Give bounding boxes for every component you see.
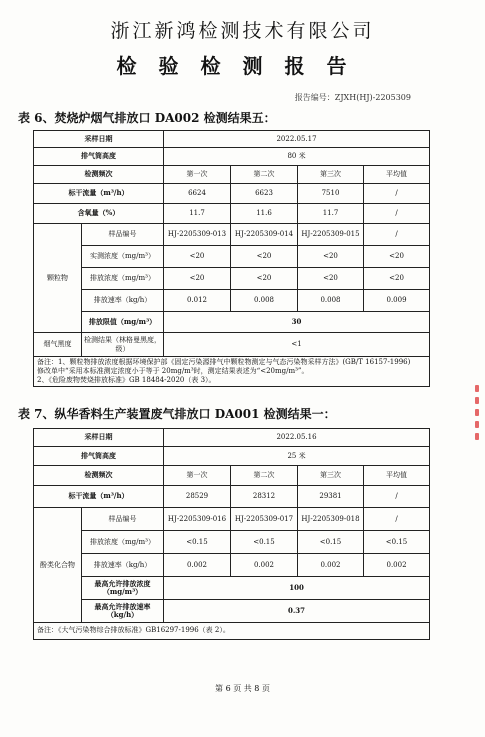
label-cell: 采样日期	[34, 429, 164, 447]
pollutant-cell: 颗粒物	[34, 224, 82, 333]
header-cell: 第二次	[231, 166, 298, 184]
label-cell: 排放限值（mg/m³）	[82, 312, 164, 333]
value-cell: 0.008	[298, 290, 364, 312]
value-cell: 0.012	[164, 290, 231, 312]
value-cell: <20	[231, 268, 298, 290]
table-row	[34, 357, 430, 387]
table-row	[34, 554, 430, 577]
header-cell: 第一次	[164, 466, 231, 486]
value-cell: /	[364, 184, 430, 204]
table-row	[34, 148, 430, 166]
note-line: 修改单中“采用本标准测定浓度小于等于 20mg/m³时，测定结果表述为“<20mg/m³”。	[37, 366, 309, 375]
value-cell: 0.002	[164, 554, 231, 577]
table6-title: 表 6、焚烧炉烟气排放口 DA002 检测结果五：	[18, 111, 276, 125]
value-cell: <20	[164, 268, 231, 290]
value-cell: 11.6	[231, 204, 298, 224]
label-cell: 排放速率（kg/h）	[82, 290, 164, 312]
value-cell: HJ-2205309-018	[298, 508, 364, 531]
value-cell: <20	[298, 246, 364, 268]
table-row	[34, 508, 430, 531]
report-title: 检验检测报告	[116, 54, 369, 78]
value-cell: <20	[364, 246, 430, 268]
value-cell: HJ-2205309-013	[164, 224, 231, 246]
label-cell: 样品编号	[82, 224, 164, 246]
value-cell: HJ-2205309-017	[231, 508, 298, 531]
value-cell: <20	[231, 246, 298, 268]
table-row	[34, 447, 430, 466]
value-cell: HJ-2205309-015	[298, 224, 364, 246]
label-cell: 排放速率（kg/h）	[82, 554, 164, 577]
label-cell: 实测浓度（mg/m³）	[82, 246, 164, 268]
label-cell: 标干流量（m³/h）	[34, 184, 164, 204]
header-cell: 第一次	[164, 166, 231, 184]
label-cell: 排放浓度（mg/m³）	[82, 268, 164, 290]
value-cell: <0.15	[231, 531, 298, 554]
table-row	[34, 623, 430, 640]
table-row	[34, 600, 430, 623]
note-cell	[34, 357, 430, 387]
value-cell: HJ-2205309-016	[164, 508, 231, 531]
value-cell: 100	[164, 577, 430, 600]
table7	[33, 428, 430, 640]
report-number: 报告编号：ZJXH(HJ)-2205309	[294, 93, 411, 102]
table-row	[34, 312, 430, 333]
value-cell: <0.15	[364, 531, 430, 554]
pollutant-cell: 烟气黑度	[34, 333, 82, 357]
table-row	[34, 486, 430, 508]
value-cell: 0.37	[164, 600, 430, 623]
value-cell: 0.002	[231, 554, 298, 577]
table-row	[34, 429, 430, 447]
header-cell: 平均值	[364, 166, 430, 184]
value-cell: /	[364, 204, 430, 224]
value-cell: 11.7	[298, 204, 364, 224]
value-cell: 30	[164, 312, 430, 333]
label-cell: 标干流量（m³/h）	[34, 486, 164, 508]
value-cell: 0.002	[364, 554, 430, 577]
header-cell: 第二次	[231, 466, 298, 486]
value-cell: 2022.05.16	[164, 429, 430, 447]
pollutant-cell: 酚类化合物	[34, 508, 82, 623]
value-cell: 11.7	[164, 204, 231, 224]
value-cell: 25 米	[164, 447, 430, 466]
value-cell: /	[364, 508, 430, 531]
table-row	[34, 577, 430, 600]
value-cell: /	[364, 486, 430, 508]
header-cell: 第三次	[298, 166, 364, 184]
table-row	[34, 204, 430, 224]
value-cell: 7510	[298, 184, 364, 204]
table7-title: 表 7、纵华香料生产装置废气排放口 DA001 检测结果一：	[18, 407, 336, 421]
table-row	[34, 166, 430, 184]
table-row	[34, 184, 430, 204]
value-cell: 2022.05.17	[164, 131, 430, 148]
value-cell: 6623	[231, 184, 298, 204]
table6	[33, 130, 430, 387]
value-cell: 6624	[164, 184, 231, 204]
value-cell: <20	[164, 246, 231, 268]
value-cell: <0.15	[164, 531, 231, 554]
label-cell: 检测结果（林格曼黑度，级）	[82, 333, 164, 357]
value-cell: 0.009	[364, 290, 430, 312]
note-cell: 备注：《大气污染物综合排放标准》GB16297-1996（表 2）。	[34, 623, 430, 640]
note-line: 2、《危险废物焚烧排放标准》GB 18484-2020（表 3）。	[37, 376, 216, 385]
value-cell: <20	[298, 268, 364, 290]
value-cell: 80 米	[164, 148, 430, 166]
table-row	[34, 531, 430, 554]
header-cell: 第三次	[298, 466, 364, 486]
note-line: 备注：1、颗粒物排放浓度根据环境保护部《固定污染源排气中颗粒物测定与气态污染物采样方法》(GB/T 16157-1996)	[37, 357, 411, 366]
table-row	[34, 333, 430, 357]
label-cell: 排放浓度（mg/m³）	[82, 531, 164, 554]
label-cell: 检测频次	[34, 166, 164, 184]
value-cell: 28529	[164, 486, 231, 508]
company-name: 浙江新鸿检测技术有限公司	[110, 20, 375, 42]
table-row	[34, 246, 430, 268]
value-cell: 0.002	[298, 554, 364, 577]
value-cell: 0.008	[231, 290, 298, 312]
value-cell: /	[364, 224, 430, 246]
label-cell: 采样日期	[34, 131, 164, 148]
value-cell: 29381	[298, 486, 364, 508]
value-cell: <1	[164, 333, 430, 357]
label-cell: 检测频次	[34, 466, 164, 486]
value-cell: <20	[364, 268, 430, 290]
table-row	[34, 268, 430, 290]
value-cell: HJ-2205309-014	[231, 224, 298, 246]
label-cell: 最高允许排放速率（kg/h）	[82, 600, 164, 623]
table-row	[34, 290, 430, 312]
label-cell: 样品编号	[82, 508, 164, 531]
label-cell: 排气筒高度	[34, 447, 164, 466]
page-footer: 第 6 页 共 8 页	[215, 684, 270, 693]
table-row	[34, 131, 430, 148]
label-cell: 含氧量（%）	[34, 204, 164, 224]
red-stamp-mark	[472, 385, 481, 445]
table-row	[34, 224, 430, 246]
header-cell: 平均值	[364, 466, 430, 486]
table-row	[34, 466, 430, 486]
value-cell: 28312	[231, 486, 298, 508]
label-cell: 排气筒高度	[34, 148, 164, 166]
value-cell: <0.15	[298, 531, 364, 554]
label-cell: 最高允许排放浓度（mg/m³）	[82, 577, 164, 600]
